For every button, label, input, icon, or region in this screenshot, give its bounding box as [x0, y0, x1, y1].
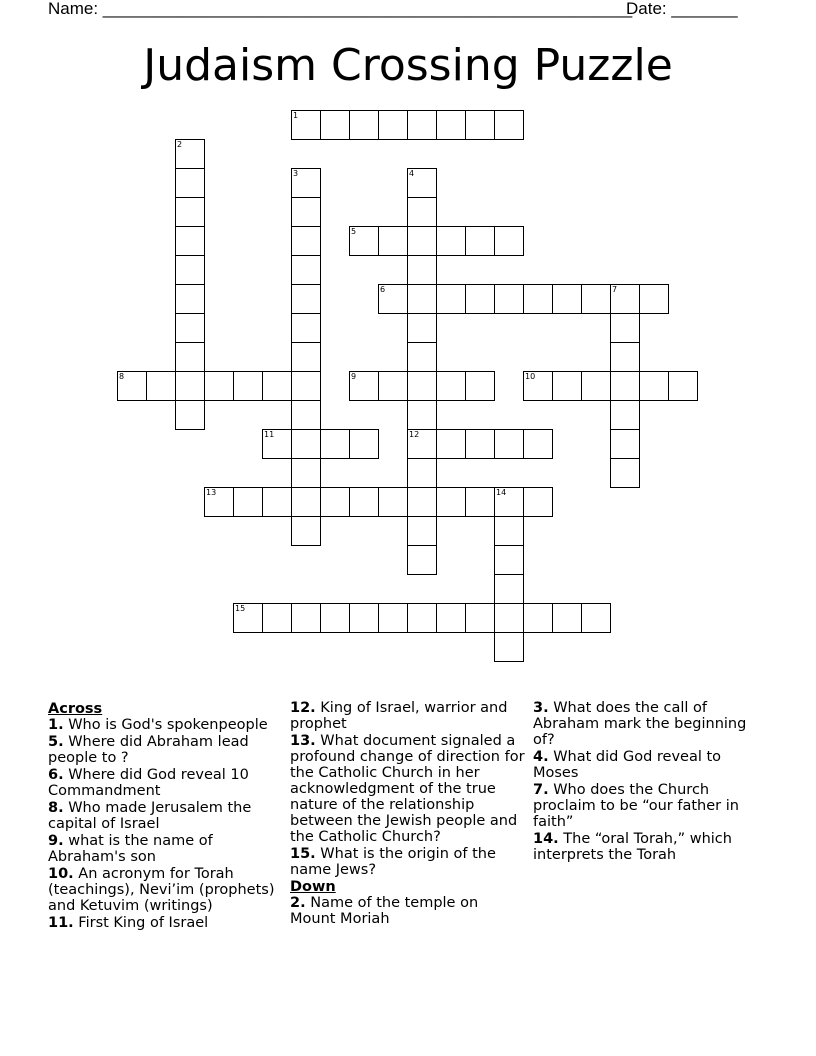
grid-cell[interactable] — [291, 516, 321, 546]
grid-cell[interactable] — [465, 429, 495, 459]
grid-cell[interactable] — [407, 545, 437, 575]
grid-cell[interactable] — [378, 110, 408, 140]
grid-cell[interactable] — [146, 371, 176, 401]
clue-number: 10 — [525, 372, 536, 381]
grid-cell[interactable] — [349, 487, 379, 517]
grid-cell[interactable] — [291, 255, 321, 285]
clue-number: 15 — [235, 604, 246, 613]
grid-cell[interactable] — [436, 226, 466, 256]
grid-cell[interactable] — [436, 110, 466, 140]
grid-cell[interactable] — [407, 516, 437, 546]
grid-cell[interactable] — [407, 400, 437, 430]
clue-number-label: 15. — [290, 846, 316, 862]
clue-number: 11 — [264, 430, 275, 439]
clue-number: 2 — [177, 140, 183, 149]
clue-number-label: 10. — [48, 866, 74, 882]
grid-cell[interactable] — [581, 603, 611, 633]
clue-number: 13 — [206, 488, 217, 497]
grid-cell[interactable] — [610, 400, 640, 430]
grid-cell[interactable] — [436, 371, 466, 401]
grid-cell[interactable] — [465, 284, 495, 314]
grid-cell[interactable] — [291, 487, 321, 517]
clue-number: 3 — [293, 169, 299, 178]
puzzle-title: Judaism Crossing Puzzle — [143, 40, 673, 91]
grid-cell[interactable] — [320, 603, 350, 633]
grid-cell[interactable] — [349, 603, 379, 633]
clue-text: Who does the Church proclaim to be “our father in faith” — [533, 782, 739, 830]
grid-cell[interactable] — [378, 284, 408, 314]
clue-number-label: 6. — [48, 767, 64, 783]
grid-cell[interactable] — [465, 110, 495, 140]
grid-cell[interactable] — [233, 603, 263, 633]
grid-cell[interactable] — [175, 197, 205, 227]
section-heading-down: Down — [290, 879, 336, 895]
grid-cell[interactable] — [407, 458, 437, 488]
grid-cell[interactable] — [523, 603, 553, 633]
clue-item — [290, 700, 526, 732]
grid-cell[interactable] — [175, 168, 205, 198]
grid-cell[interactable] — [175, 284, 205, 314]
clues-column-1 — [48, 700, 280, 932]
grid-cell[interactable] — [494, 516, 524, 546]
clue-item — [48, 734, 280, 766]
clue-number: 1 — [293, 111, 299, 120]
grid-cell[interactable] — [291, 458, 321, 488]
clue-text: King of Israel, warrior and prophet — [290, 700, 508, 732]
clue-text: Where did God reveal 10 Commandment — [48, 767, 249, 799]
grid-cell[interactable] — [494, 110, 524, 140]
grid-cell[interactable] — [494, 429, 524, 459]
grid-cell[interactable] — [552, 284, 582, 314]
grid-cell[interactable] — [436, 487, 466, 517]
clue-text: What did God reveal to Moses — [533, 749, 722, 781]
grid-cell[interactable] — [494, 574, 524, 604]
grid-cell[interactable] — [320, 429, 350, 459]
grid-cell[interactable] — [291, 371, 321, 401]
clue-item — [290, 846, 526, 878]
clue-number-label: 12. — [290, 700, 316, 716]
clue-item — [48, 800, 280, 832]
grid-cell[interactable] — [436, 429, 466, 459]
clue-number-label: 3. — [533, 700, 549, 716]
grid-cell[interactable] — [175, 342, 205, 372]
grid-cell[interactable] — [291, 400, 321, 430]
grid-cell[interactable] — [610, 313, 640, 343]
clue-number: 12 — [409, 430, 420, 439]
grid-cell[interactable] — [291, 168, 321, 198]
grid-cell[interactable] — [291, 197, 321, 227]
grid-cell[interactable] — [175, 313, 205, 343]
grid-cell[interactable] — [262, 371, 292, 401]
grid-cell[interactable] — [407, 603, 437, 633]
grid-cell[interactable] — [639, 284, 669, 314]
grid-cell[interactable] — [378, 226, 408, 256]
grid-cell[interactable] — [407, 487, 437, 517]
clue-number: 5 — [351, 227, 357, 236]
grid-cell[interactable] — [378, 487, 408, 517]
grid-cell[interactable] — [494, 487, 524, 517]
clue-number: 8 — [119, 372, 125, 381]
grid-cell[interactable] — [262, 487, 292, 517]
clue-number: 14 — [496, 488, 507, 497]
grid-cell[interactable] — [291, 110, 321, 140]
grid-cell[interactable] — [378, 603, 408, 633]
section-heading-across: Across — [48, 701, 103, 717]
grid-cell[interactable] — [175, 255, 205, 285]
clue-number-label: 1. — [48, 717, 64, 733]
grid-cell[interactable] — [610, 429, 640, 459]
clue-text: The “oral Torah,” which interprets the Torah — [533, 831, 732, 863]
clue-number-label: 13. — [290, 733, 316, 749]
clue-item — [533, 782, 768, 830]
clue-item — [533, 749, 768, 781]
clue-number: 7 — [612, 285, 618, 294]
clue-number-label: 8. — [48, 800, 64, 816]
clue-number: 6 — [380, 285, 386, 294]
grid-cell[interactable] — [523, 371, 553, 401]
grid-cell[interactable] — [175, 400, 205, 430]
grid-cell[interactable] — [407, 284, 437, 314]
clue-number-label: 14. — [533, 831, 559, 847]
clue-item — [533, 700, 768, 748]
clue-number-label: 9. — [48, 833, 64, 849]
grid-cell[interactable] — [407, 226, 437, 256]
clue-item — [48, 833, 280, 865]
grid-cell[interactable] — [610, 371, 640, 401]
grid-cell[interactable] — [610, 342, 640, 372]
clue-text: Where did Abraham lead people to ? — [48, 734, 249, 766]
grid-cell[interactable] — [175, 226, 205, 256]
grid-cell[interactable] — [407, 168, 437, 198]
grid-cell[interactable] — [436, 603, 466, 633]
grid-cell[interactable] — [291, 313, 321, 343]
grid-cell[interactable] — [291, 342, 321, 372]
grid-cell[interactable] — [494, 284, 524, 314]
grid-cell[interactable] — [407, 371, 437, 401]
grid-cell[interactable] — [494, 226, 524, 256]
clue-item — [290, 895, 526, 927]
clue-text: Name of the temple on Mount Moriah — [290, 895, 479, 927]
grid-cell[interactable] — [407, 342, 437, 372]
grid-cell[interactable] — [465, 371, 495, 401]
clue-number: 9 — [351, 372, 357, 381]
clue-item — [48, 866, 280, 914]
grid-cell[interactable] — [291, 429, 321, 459]
clue-text: What does the call of Abraham mark the beginning of? — [533, 700, 747, 748]
grid-cell[interactable] — [262, 429, 292, 459]
clue-text: An acronym for Torah (teachings), Nevi’im (prophets) and Ketuvim (writings) — [48, 866, 275, 914]
grid-cell[interactable] — [407, 313, 437, 343]
clue-item — [48, 915, 280, 931]
grid-cell[interactable] — [291, 603, 321, 633]
grid-cell[interactable] — [639, 371, 669, 401]
grid-cell[interactable] — [552, 371, 582, 401]
grid-cell[interactable] — [407, 429, 437, 459]
grid-cell[interactable] — [581, 371, 611, 401]
grid-cell[interactable] — [349, 429, 379, 459]
grid-cell[interactable] — [552, 603, 582, 633]
grid-cell[interactable] — [233, 487, 263, 517]
grid-cell[interactable] — [523, 429, 553, 459]
clue-number-label: 2. — [290, 895, 306, 911]
clue-number: 4 — [409, 169, 415, 178]
grid-cell[interactable] — [291, 284, 321, 314]
grid-cell[interactable] — [117, 371, 147, 401]
clues-column-3 — [533, 700, 768, 864]
grid-cell[interactable] — [407, 110, 437, 140]
clue-number-label: 4. — [533, 749, 549, 765]
grid-cell[interactable] — [668, 371, 698, 401]
clue-text: what is the name of Abraham's son — [48, 833, 213, 865]
clues-column-2 — [290, 700, 526, 928]
grid-cell[interactable] — [320, 110, 350, 140]
grid-cell[interactable] — [349, 226, 379, 256]
grid-cell[interactable] — [407, 197, 437, 227]
clue-item — [533, 831, 768, 863]
clue-text: Who is God's spokenpeople — [68, 717, 268, 733]
name-field-label[interactable]: Name: ________________________________________________________ — [48, 0, 633, 18]
grid-cell[interactable] — [465, 487, 495, 517]
clue-number-label: 11. — [48, 915, 74, 931]
grid-cell[interactable] — [407, 255, 437, 285]
grid-cell[interactable] — [378, 371, 408, 401]
clue-item — [48, 717, 280, 733]
clue-text: What is the origin of the name Jews? — [290, 846, 496, 878]
clue-text: Who made Jerusalem the capital of Israel — [48, 800, 252, 832]
clue-number-label: 7. — [533, 782, 549, 798]
grid-cell[interactable] — [233, 371, 263, 401]
grid-cell[interactable] — [436, 284, 466, 314]
grid-cell[interactable] — [349, 371, 379, 401]
grid-cell[interactable] — [291, 226, 321, 256]
grid-cell[interactable] — [610, 458, 640, 488]
grid-cell[interactable] — [320, 487, 350, 517]
grid-cell[interactable] — [494, 545, 524, 575]
grid-cell[interactable] — [610, 284, 640, 314]
grid-cell[interactable] — [523, 284, 553, 314]
date-field-label[interactable]: Date: _______ — [626, 0, 738, 18]
grid-cell[interactable] — [175, 139, 205, 169]
clue-number-label: 5. — [48, 734, 64, 750]
grid-cell[interactable] — [465, 603, 495, 633]
clue-item — [48, 767, 280, 799]
grid-cell[interactable] — [204, 371, 234, 401]
grid-cell[interactable] — [523, 487, 553, 517]
grid-cell[interactable] — [494, 603, 524, 633]
grid-cell[interactable] — [175, 371, 205, 401]
grid-cell[interactable] — [494, 632, 524, 662]
grid-cell[interactable] — [465, 226, 495, 256]
grid-cell[interactable] — [262, 603, 292, 633]
grid-cell[interactable] — [204, 487, 234, 517]
clue-item — [290, 733, 526, 845]
grid-cell[interactable] — [581, 284, 611, 314]
clue-text: What document signaled a profound change of direction for the Catholic Church in her acknowledgment of the true nature of the relationship between the Jewish people and the Catholic Church? — [290, 733, 525, 845]
grid-cell[interactable] — [349, 110, 379, 140]
clue-text: First King of Israel — [78, 915, 209, 931]
